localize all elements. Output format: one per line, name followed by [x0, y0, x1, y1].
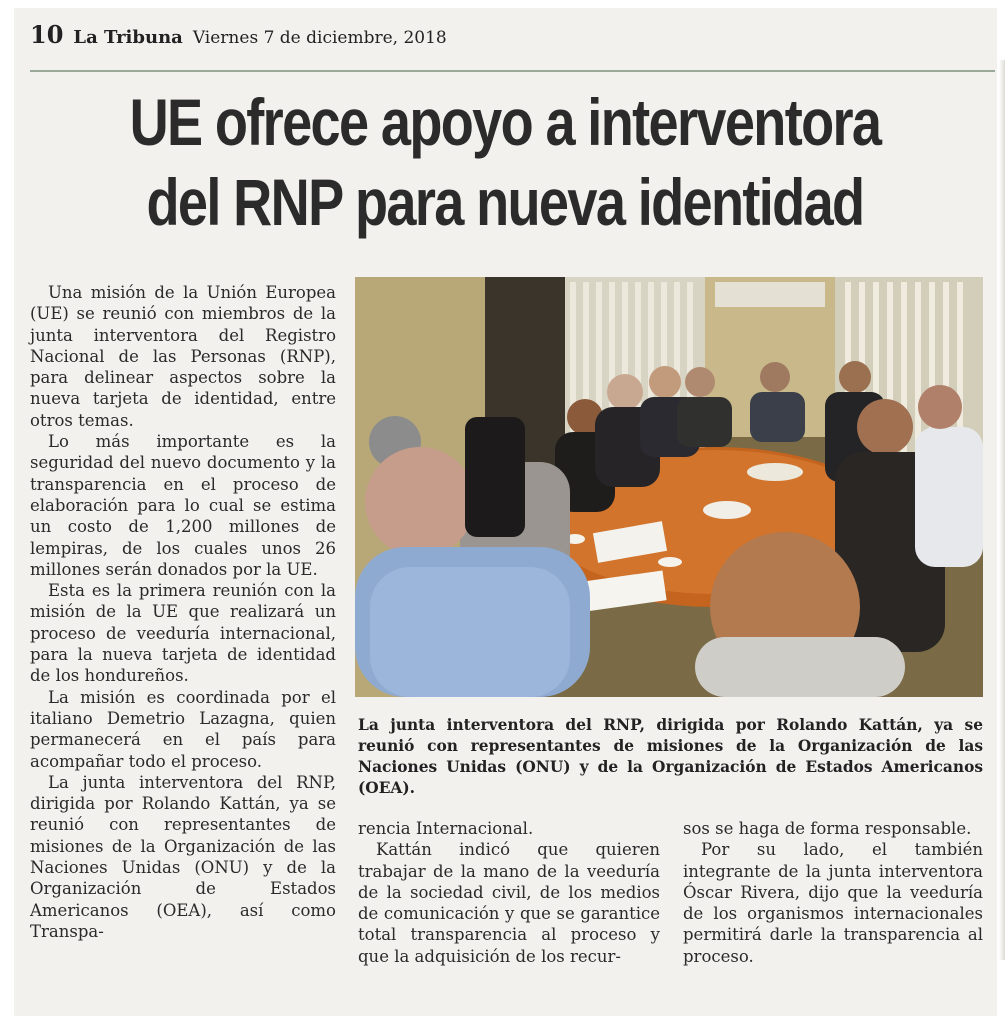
paragraph: Por su lado, el también integrante de la junta interventora Óscar Rivera, dijo que la veeduría de los organismos internacionales permitirá darle la transparencia al proceso.: [683, 840, 983, 966]
article-column-3: [683, 818, 983, 967]
article-column-2: [358, 818, 660, 967]
paragraph: Lo más importante es la seguridad del nuevo documento y la transparencia en el proceso de elaboración para lo cual se estima un costo de 1,200 millones de lempiras, de los cuales unos 26 millones serán donados por la UE.: [30, 432, 336, 579]
paragraph: sos se haga de forma responsable.: [683, 819, 972, 838]
paragraph: Kattán indicó que quieren trabajar de la mano de la veeduría de la sociedad civil, de los medios de comunicación y que se garantice total transparencia al proceso y que la adquisición de los recur-: [358, 840, 660, 966]
meeting-photo: [355, 277, 983, 697]
paragraph: rencia Internacional.: [358, 819, 534, 838]
publication-date: Viernes 7 de diciembre, 2018: [192, 28, 447, 48]
header-rule: [30, 70, 995, 72]
headline-line-2: del RNP para nueva identidad: [146, 165, 864, 239]
headline-line-1: UE ofrece apoyo a interventora: [129, 85, 881, 159]
headline: [107, 82, 902, 242]
page-edge: [999, 60, 1005, 960]
page-number: 10: [30, 20, 64, 49]
newspaper-name: La Tribuna: [73, 27, 183, 48]
paragraph: La junta interventora del RNP, dirigida por Rolando Kattán, ya se reunió con representantes de misiones de la Organización de las Naciones Unidas (ONU) y de la Organización de Estados Americanos (OEA), así como Transpa-: [30, 772, 336, 941]
paragraph: Una misión de la Unión Europea (UE) se reunió con miembros de la junta interventora del Registro Nacional de las Personas (RNP), para delinear aspectos sobre la nueva tarjeta de identidad, entre otros temas.: [30, 283, 336, 430]
page-header: [30, 20, 447, 50]
meeting-photo-illustration: [355, 277, 983, 697]
paragraph: La misión es coordinada por el italiano Demetrio Lazagna, quien permanecerá en el país para acompañar todo el proceso.: [30, 687, 336, 771]
paragraph: Esta es la primera reunión con la misión de la UE que realizará un proceso de veeduría internacional, para la nueva tarjeta de identidad de los hondureños.: [30, 581, 336, 686]
photo-caption: La junta interventora del RNP, dirigida por Rolando Kattán, ya se reunió con representantes de misiones de la Organización de las Naciones Unidas (ONU) y de la Organización de Estados Americanos (OEA).: [358, 716, 983, 797]
article-column-1: [30, 282, 336, 942]
